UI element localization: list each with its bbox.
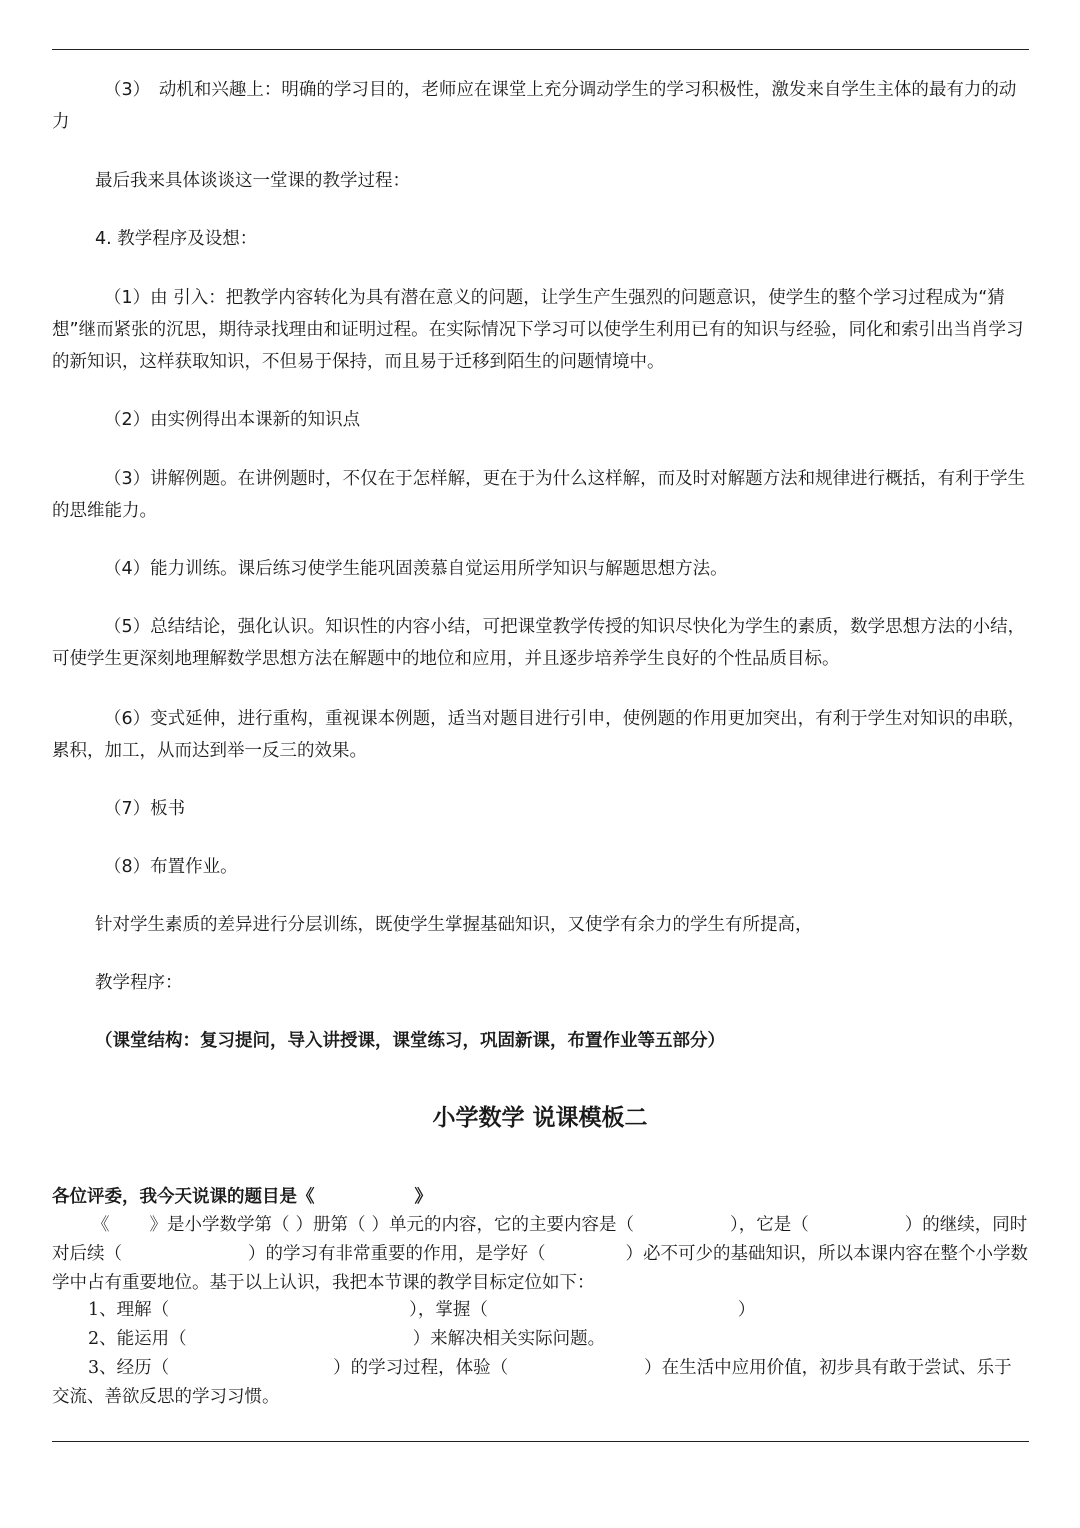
paragraph-motivation: （3） 动机和兴趣上：明确的学习目的，老师应在课堂上充分调动学生的学习积极性，激发来自学生主体的最有力的动力 — [52, 80, 1017, 132]
goal-2: 2、能运用（ ）来解决相关实际问题。 — [88, 1329, 606, 1349]
paragraph-step-2: （2）由实例得出本课新的知识点 — [104, 410, 361, 430]
paragraph-step-4: （4）能力训练。课后练习使学生能巩固羡慕自觉运用所学知识与解题思想方法。 — [104, 559, 728, 579]
bottom-rule — [52, 1441, 1029, 1442]
section-heading-4: 4. 教学程序及设想： — [95, 229, 258, 249]
paragraph-step-3: （3）讲解例题。在讲例题时，不仅在于怎样解，更在于为什么这样解，而及时对解题方法和规律进行概括，有利于学生的思维能力。 — [52, 469, 1026, 521]
goal-1: 1、理解（ ），掌握（ ） — [88, 1300, 756, 1320]
paragraph-step-5: （5）总结结论，强化认识。知识性的内容小结，可把课堂教学传授的知识尽快化为学生的素质，数学思想方法的小结，可使学生更深刻地理解数学思想方法在解题中的地位和应用，并且逐步培养学生良好的个性品质目标。 — [52, 617, 1026, 669]
intro-paragraph: 《 》是小学数学第（ ）册第（ ）单元的内容，它的主要内容是（ ），它是（ ）的继续，同时对后续（ ）的学习有非常重要的作用，是学好（ ）必不可少的基础知识，所以本课内容在整个小学数学中占有重要地位。基于以上认识，我把本节课的教学目标定位如下： — [52, 1215, 1028, 1293]
paragraph-program-label: 教学程序： — [95, 973, 183, 993]
page-title: 小学数学 说课模板二 — [432, 1105, 648, 1131]
structure-note: （课堂结构：复习提问，导入讲授课，课堂练习，巩固新课，布置作业等五部分） — [95, 1031, 725, 1051]
top-rule — [52, 49, 1029, 50]
paragraph-step-7: （7）板书 — [104, 799, 186, 819]
paragraph-step-1: （1）由 引入：把教学内容转化为具有潜在意义的问题，让学生产生强烈的问题意识，使学生的整个学习过程成为“猜想”继而紧张的沉思，期待录找理由和证明过程。在实际情况下学习可以使学生利用已有的知识与经验，同化和索引出当肖学习的新知识，这样获取知识，不但易于保持，而且易于迁移到陌生的问题情境中。 — [52, 288, 1024, 372]
paragraph-closing-intro: 最后我来具体谈谈这一堂课的教学过程： — [95, 171, 410, 191]
paragraph-step-6: （6）变式延伸，进行重构，重视课本例题，适当对题目进行引申，使例题的作用更加突出，有利于学生对知识的串联，累积，加工，从而达到举一反三的效果。 — [52, 709, 1026, 761]
paragraph-step-8: （8）布置作业。 — [104, 857, 238, 877]
goal-3: 3、经历（ ）的学习过程，体验（ ）在生活中应用价值，初步具有敢于尝试、乐于交流、善欲反思的学习习惯。 — [52, 1358, 1012, 1407]
paragraph-layered-training: 针对学生素质的差异进行分层训练，既使学生掌握基础知识，又使学有余力的学生有所提高， — [95, 915, 813, 935]
greeting-line: 各位评委，我今天说课的题目是《 》 — [52, 1187, 432, 1207]
